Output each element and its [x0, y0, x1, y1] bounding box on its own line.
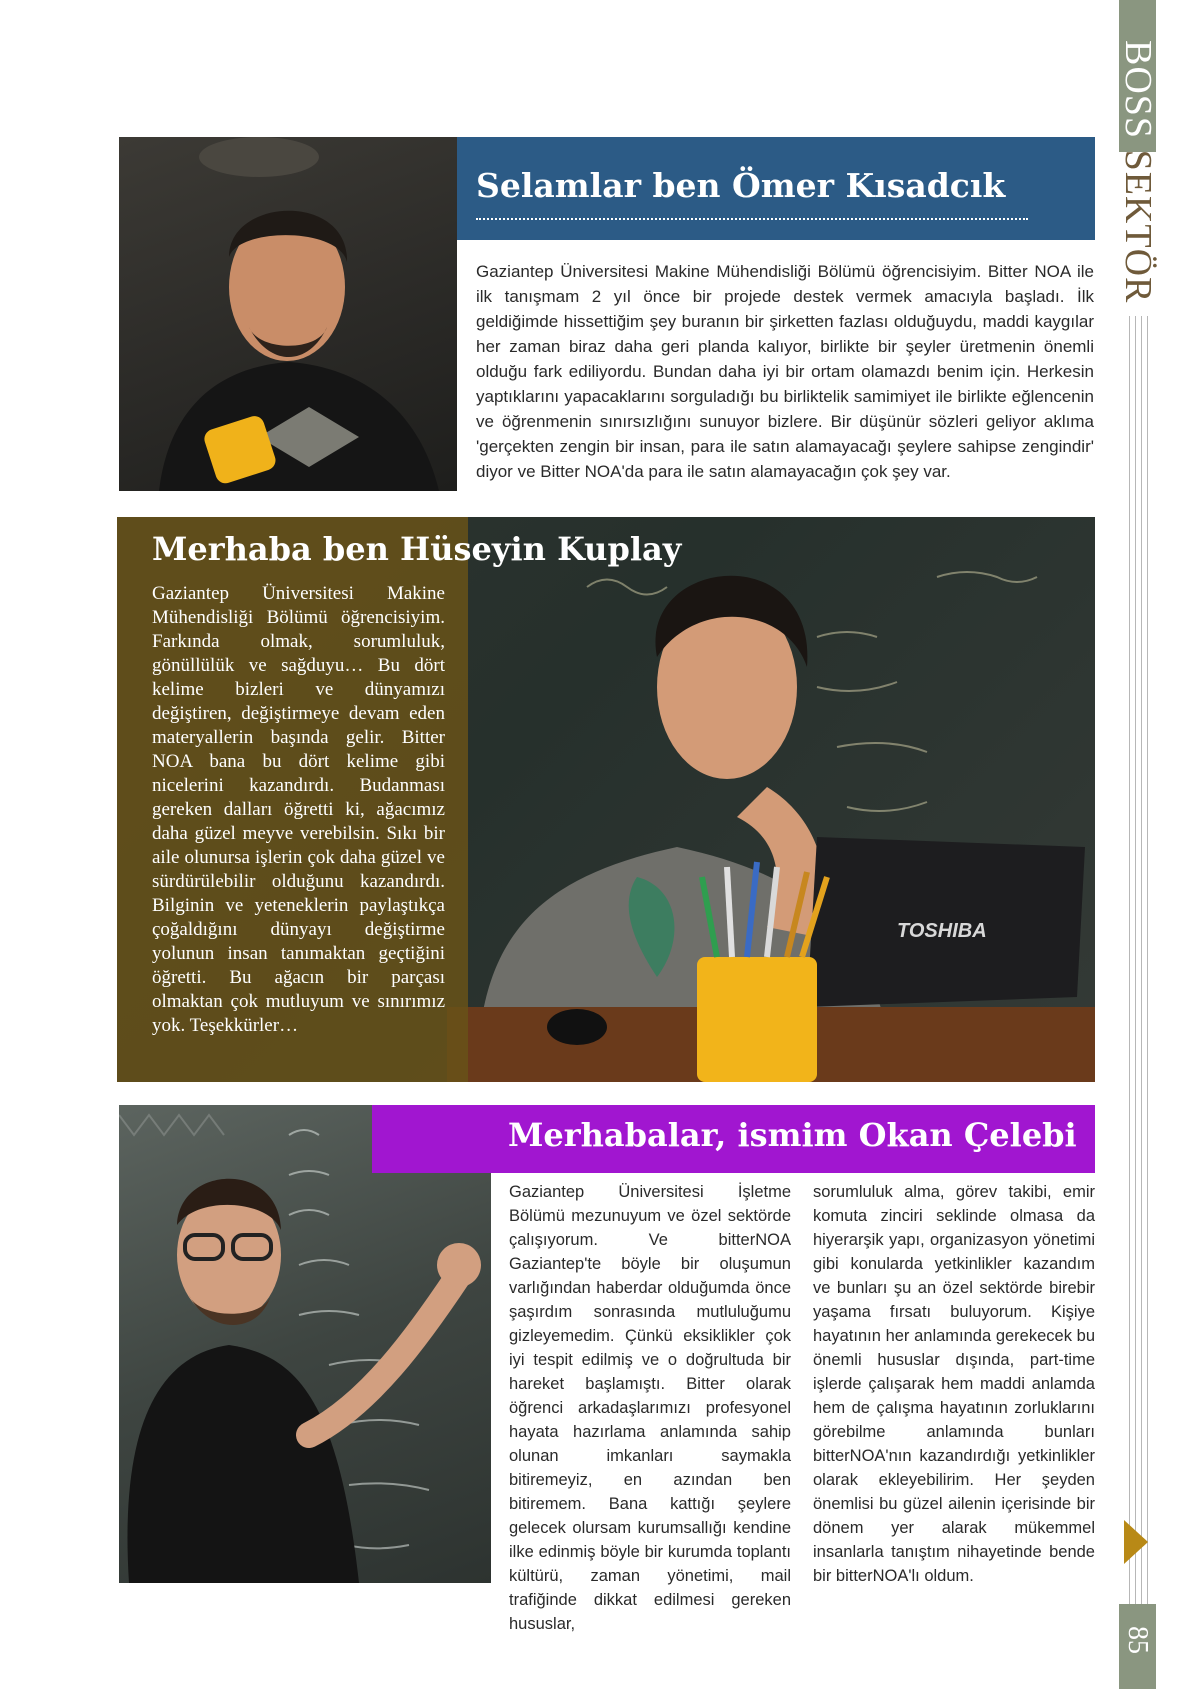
section-label [1117, 40, 1159, 320]
photo-okan [119, 1105, 491, 1583]
title-omer: Selamlar ben Ömer Kısadcık [476, 166, 1006, 205]
body-okan-column-1: Gaziantep Üniversitesi İşletme Bölümü mezunuyum ve özel sektörde çalışıyorum. Ve bitterNOA Gaziantep'te böyle bir oluşumun varlığından haberdar olduğumda önce şaşırdım sonrasında mutluluğumu gizleyemedim. Çünkü eksiklikler çok iyi tespit edilmiş ve o doğrultuda bir hareket başlamıştı. Bitter olarak öğrenci arkadaşlarımızı profesyonel hayata hazırlama anlamında sahip olunan imkanları saymakla bitiremeyiz, en azından ben bitiremem. Bana kattığı şeylere gelecek olursam kurumsallığı kendine ilke edinmiş böyle bir kurumda toplantı kültürü, zaman yönetimi, mail trafiğinde dikkat edilmesi gereken hususlar, [509, 1183, 791, 1633]
side-tab-rules [1127, 316, 1153, 1616]
body-omer: Gaziantep Üniversitesi Makine Mühendisliği Bölümü öğrencisiyim. Bitter NOA ile ilk tanışmam 2 yıl önce bir projede destek vermek amacıyla başladı. İlk geldiğimde hissettiğim şey buranın bir şirketten fazlası olduğuydu, maddi kaygılar her zaman biraz daha geri planda kalıyor, birlikte bir şeyler üretmenin önemli olduğu fark ediliyordu. Bundan daha iyi bir ortam olamazdı benim için. Herkesin yaptıklarını yapacaklarını sorguladığı bu birliktelik samimiyet ile birlikte eğlencenin ve öğrenmenin sınırsızlığını sunuyor bizlere. Bir düşünür sözleri geliyor aklıma 'gerçekten zengin bir insan, para ile satın alamayacağı şeylere sahipse zengindir' diyor ve Bitter NOA'da para ile satın alamayacağın çok şey var. [476, 262, 1094, 481]
next-page-arrow-icon [1124, 1520, 1148, 1564]
title-okan: Merhabalar, ismim Okan Çelebi [508, 1116, 1077, 1154]
title-divider [476, 218, 1028, 220]
body-okan-column-2: sorumluluk alma, görev takibi, emir komuta zinciri seklinde olmasa da hiyerarşik yapı, organizasyon yönetimi gibi konularda yetkinlikler kazandım ve bunları şu an özel sektörde birebir yaşama fırsatı buluyorum. Kişiye hayatının her anlamında gerekecek bu önemli hususlar dışında, part-time işlerde çalışarak hem maddi anlamda hem de çalışma hayatının zorluklarını görebilme anlamında bunları bitterNOA'nın kazandırdığı yetkinlikler olarak ekleyebilirim. Her şeyden önemlisi bu güzel ailenin içerisinde bir dönem yer alarak mükemmel insanlarla tanıştım nihayetinde bende bir bitterNOA'lı oldum. [813, 1183, 1095, 1585]
portrait-illustration [119, 1105, 491, 1583]
portrait-illustration [119, 137, 457, 491]
laptop-brand: TOSHIBA [897, 920, 987, 942]
section-label-boss: BOSS [1117, 40, 1159, 140]
title-huseyin: Merhaba ben Hüseyin Kuplay [152, 530, 682, 568]
photo-omer [119, 137, 457, 491]
page-number: 85 [1122, 1626, 1153, 1654]
body-huseyin: Gaziantep Üniversitesi Makine Mühendisliği Bölümü öğrencisiyim. Farkında olmak, sorumluluk, gönüllülük ve sağduyu… Bu dört kelime bizleri ve dünyamızı değiştiren, değiştirmeye devam eden materyallerin başında gelir. Bitter NOA bana bu dört kelime gibi nicelerini kazandırdı. Budanması gereken dalları öğretti ki, ağacımız daha güzel meyve verebilsin. Sıkı bir aile olunursa işlerin çok daha güzel ve sürdürülebilir olduğunu kazandırdı. Bilginin ve yeteneklerin paylaştıkça çoğaldığını dünyayı değiştirme yolunun insan tanımaktan geçtiğini öğretti. Bu ağacın bir parçası olmaktan çok mutluyum ve sınırımız yok. Teşekkürler… [152, 583, 445, 1036]
section-label-sektor: SEKTÖR [1117, 149, 1159, 304]
